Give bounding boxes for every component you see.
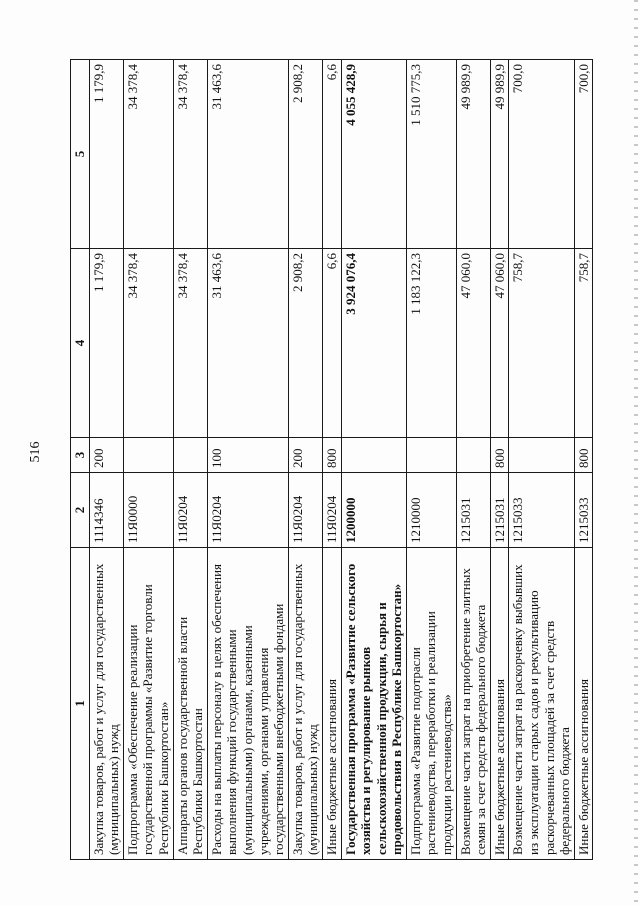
- rotated-table-wrapper: [70, 60, 591, 860]
- row-value-col4-cell: 6,6: [322, 249, 341, 438]
- table-row: [490, 60, 509, 860]
- row-value-col5-cell: 700,0: [509, 60, 574, 249]
- row-value-col5-cell: 1 510 775,3: [406, 60, 456, 249]
- row-type-cell: [509, 438, 574, 473]
- table-row: [173, 60, 207, 860]
- row-code-cell: 11Я0204: [207, 473, 288, 548]
- row-value-col5-cell: 2 908,2: [288, 60, 322, 249]
- row-value-col4-cell: 1 183 122,3: [406, 249, 456, 438]
- row-value-col5-cell: 6,6: [322, 60, 341, 249]
- row-value-col4-cell: 758,7: [509, 249, 574, 438]
- row-value-col4-cell: 3 924 076,4: [341, 249, 406, 438]
- row-value-col4-cell: 47 060,0: [456, 249, 490, 438]
- row-code-cell: 1114346: [89, 473, 123, 548]
- row-code-cell: 1210000: [406, 473, 456, 548]
- row-value-col5-cell: 4 055 428,9: [341, 60, 406, 249]
- row-code-cell: 1215031: [490, 473, 509, 548]
- row-name-cell: Закупка товаров, работ и услуг для государственных (муниципальных) нужд: [288, 548, 322, 860]
- row-code-cell: 1200000: [341, 473, 406, 548]
- row-type-cell: 800: [490, 438, 509, 473]
- table-body: [89, 60, 593, 860]
- row-name-cell: Расходы на выплаты персоналу в целях обеспечения выполнения функций государственными (муниципальными) органами, казенными учреждениями, органами управления государственными внебюджетными фондами: [207, 548, 288, 860]
- scan-edge-marks: [634, 0, 638, 905]
- row-type-cell: [406, 438, 456, 473]
- row-value-col4-cell: 47 060,0: [490, 249, 509, 438]
- header-col-1: 1: [71, 548, 90, 860]
- row-name-cell: Подпрограмма «Обеспечение реализации государственной программы «Развитие торговли Республики Башкортостан»: [123, 548, 173, 860]
- row-code-cell: 1215033: [574, 473, 593, 548]
- row-name-cell: Иные бюджетные ассигнования: [574, 548, 593, 860]
- row-value-col4-cell: 31 463,6: [207, 249, 288, 438]
- row-value-col4-cell: 34 378,4: [173, 249, 207, 438]
- row-value-col5-cell: 31 463,6: [207, 60, 288, 249]
- table-row: [341, 60, 406, 860]
- row-type-cell: [173, 438, 207, 473]
- row-type-cell: 100: [207, 438, 288, 473]
- row-name-cell: Закупка товаров, работ и услуг для государственных (муниципальных) нужд: [89, 548, 123, 860]
- row-value-col4-cell: 758,7: [574, 249, 593, 438]
- row-name-cell: Иные бюджетные ассигнования: [322, 548, 341, 860]
- row-value-col4-cell: 2 908,2: [288, 249, 322, 438]
- table-row: [89, 60, 123, 860]
- row-value-col5-cell: 34 378,4: [123, 60, 173, 249]
- row-type-cell: 800: [322, 438, 341, 473]
- row-type-cell: 200: [288, 438, 322, 473]
- header-col-5: 5: [71, 60, 90, 249]
- row-type-cell: [456, 438, 490, 473]
- row-value-col5-cell: 34 378,4: [173, 60, 207, 249]
- row-name-cell: Государственная программа «Развитие сельского хозяйства и регулирование рынков сельскохозяйственной продукции, сырья и продовольствия в Республике Башкортостан»: [341, 548, 406, 860]
- row-name-cell: Аппараты органов государственной власти Республики Башкортостан: [173, 548, 207, 860]
- row-code-cell: 1215031: [456, 473, 490, 548]
- row-code-cell: 11Я0204: [173, 473, 207, 548]
- table-row: [207, 60, 288, 860]
- row-code-cell: 1215033: [509, 473, 574, 548]
- row-name-cell: Возмещение части затрат на приобретение элитных семян за счет средств федерального бюджета: [456, 548, 490, 860]
- row-type-cell: 200: [89, 438, 123, 473]
- row-value-col5-cell: 49 989,9: [456, 60, 490, 249]
- row-type-cell: 800: [574, 438, 593, 473]
- row-code-cell: 11Я0204: [288, 473, 322, 548]
- row-code-cell: 11Я0204: [322, 473, 341, 548]
- header-col-2: 2: [71, 473, 90, 548]
- row-name-cell: Возмещение части затрат на раскорчевку выбывших из эксплуатации старых садов и рекультивацию раскорчеванных площадей за счет средств федерального бюджета: [509, 548, 574, 860]
- row-value-col4-cell: 1 179,9: [89, 249, 123, 438]
- table-header-row: [71, 60, 90, 860]
- row-value-col5-cell: 700,0: [574, 60, 593, 249]
- table-row: [509, 60, 574, 860]
- table-row: [406, 60, 456, 860]
- table-row: [123, 60, 173, 860]
- row-value-col4-cell: 34 378,4: [123, 249, 173, 438]
- header-col-3: 3: [71, 438, 90, 473]
- row-type-cell: [123, 438, 173, 473]
- table-row: [322, 60, 341, 860]
- row-value-col5-cell: 1 179,9: [89, 60, 123, 249]
- row-type-cell: [341, 438, 406, 473]
- page-number: 516: [28, 441, 43, 463]
- budget-table: [70, 59, 593, 860]
- table-row: [574, 60, 593, 860]
- row-code-cell: 11Я0000: [123, 473, 173, 548]
- table-row: [456, 60, 490, 860]
- row-value-col5-cell: 49 989,9: [490, 60, 509, 249]
- table-row: [288, 60, 322, 860]
- row-name-cell: Подпрограмма «Развитие подотрасли растениеводства, переработки и реализации продукции растениеводства»: [406, 548, 456, 860]
- header-col-4: 4: [71, 249, 90, 438]
- row-name-cell: Иные бюджетные ассигнования: [490, 548, 509, 860]
